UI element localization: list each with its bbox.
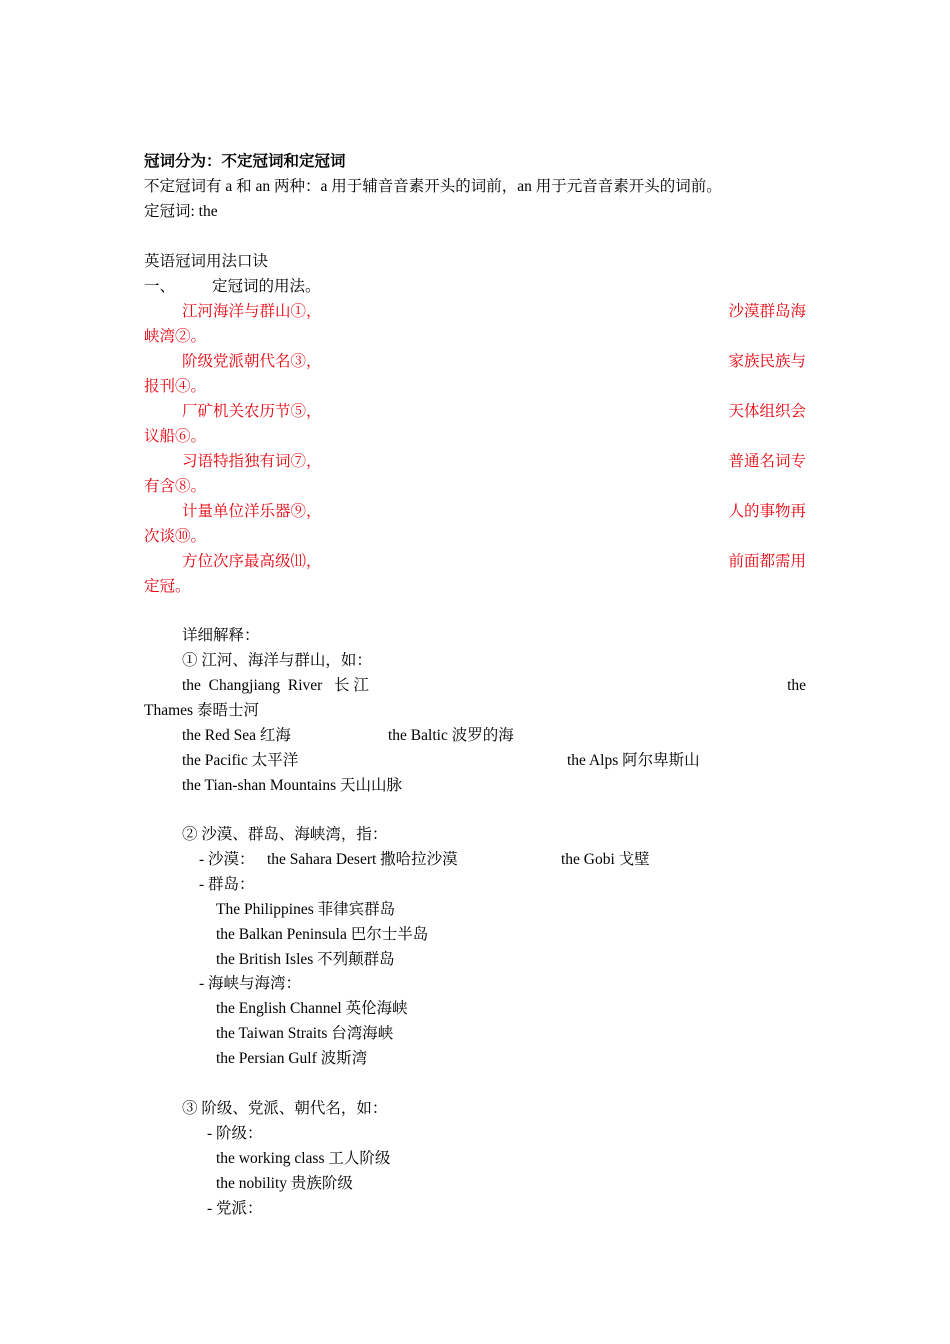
point3-title: ③ 阶级、党派、朝代名，如：	[182, 1100, 388, 1117]
point2-desert-item-1: the Sahara Desert 撒哈拉沙漠	[267, 851, 458, 868]
rhyme-line-2-right: 家族民族与	[728, 353, 806, 370]
point2-island-item: The Philippines 菲律宾群岛	[216, 901, 396, 918]
rhyme-line-4-right: 普通名词专	[728, 453, 806, 470]
rhyme-line-6-cont: 定冠。	[144, 578, 191, 595]
section1-number: 一、	[144, 278, 176, 295]
rhyme-line-4-cont: 有含⑧。	[144, 478, 207, 495]
point1-line1-right: the	[787, 677, 806, 694]
point2-islands-label: - 群岛：	[199, 876, 255, 893]
point2-strait-item: the Taiwan Straits 台湾海峡	[216, 1025, 394, 1042]
point2-desert-label: - 沙漠：	[199, 851, 255, 868]
point1-line2-left: the Red Sea 红海	[182, 727, 291, 744]
point1-line3-left: the Pacific 太平洋	[182, 752, 299, 769]
rhyme-line-5-left: 计量单位洋乐器⑨，	[182, 503, 322, 520]
section1-title: 定冠词的用法。	[212, 278, 321, 295]
rhyme-line-1-left: 江河海洋与群山①，	[182, 303, 322, 320]
rhyme-line-6-left: 方位次序最高级⑾，	[182, 553, 322, 570]
point1-title: ① 江河、海洋与群山，如：	[182, 652, 372, 669]
rhyme-line-3-left: 厂矿机关农历节⑤，	[182, 403, 322, 420]
point3-class-label: - 阶级：	[207, 1125, 263, 1142]
rhyme-line-2-cont: 报刊④。	[144, 378, 207, 395]
point1-line4: the Tian-shan Mountains 天山山脉	[182, 777, 403, 794]
point1-line3-right: the Alps 阿尔卑斯山	[567, 752, 700, 769]
rhyme-line-3-cont: 议船⑥。	[144, 428, 207, 445]
heading: 冠词分为：不定冠词和定冠词	[144, 153, 346, 170]
rhyme-line-1-right: 沙漠群岛海	[728, 303, 806, 320]
rhyme-line-1-cont: 峡湾②。	[144, 328, 207, 345]
intro-indefinite: 不定冠词有 a 和 an 两种：a 用于辅音音素开头的词前，an 用于元音音素开头的词前。	[144, 178, 722, 195]
point2-strait-item: the Persian Gulf 波斯湾	[216, 1050, 368, 1067]
point2-straits-label: - 海峡与海湾：	[199, 975, 302, 992]
rhyme-line-4-left: 习语特指独有词⑦，	[182, 453, 322, 470]
point1-line2-right: the Baltic 波罗的海	[388, 727, 514, 744]
point2-island-item: the British Isles 不列颠群岛	[216, 951, 395, 968]
mnemonic-title: 英语冠词用法口诀	[144, 253, 269, 270]
detail-title: 详细解释：	[182, 627, 260, 644]
point2-island-item: the Balkan Peninsula 巴尔士半岛	[216, 926, 429, 943]
rhyme-line-5-cont: 次谈⑩。	[144, 528, 207, 545]
rhyme-line-5-right: 人的事物再	[728, 503, 806, 520]
point2-desert-item-2: the Gobi 戈壁	[561, 851, 650, 868]
point3-class-item: the working class 工人阶级	[216, 1150, 391, 1167]
rhyme-line-2-left: 阶级党派朝代名③，	[182, 353, 322, 370]
rhyme-line-3-right: 天体组织会	[728, 403, 806, 420]
intro-definite: 定冠词: the	[144, 203, 218, 220]
point2-title: ② 沙漠、群岛、海峡湾，指：	[182, 826, 388, 843]
rhyme-line-6-right: 前面都需用	[728, 553, 806, 570]
point1-line1-cont: Thames 泰晤士河	[144, 702, 259, 719]
point1-line1-left: the Changjiang River 长 江	[182, 677, 369, 694]
point2-strait-item: the English Channel 英伦海峡	[216, 1000, 408, 1017]
point3-class-item: the nobility 贵族阶级	[216, 1175, 353, 1192]
point3-party-label: - 党派：	[207, 1200, 263, 1217]
